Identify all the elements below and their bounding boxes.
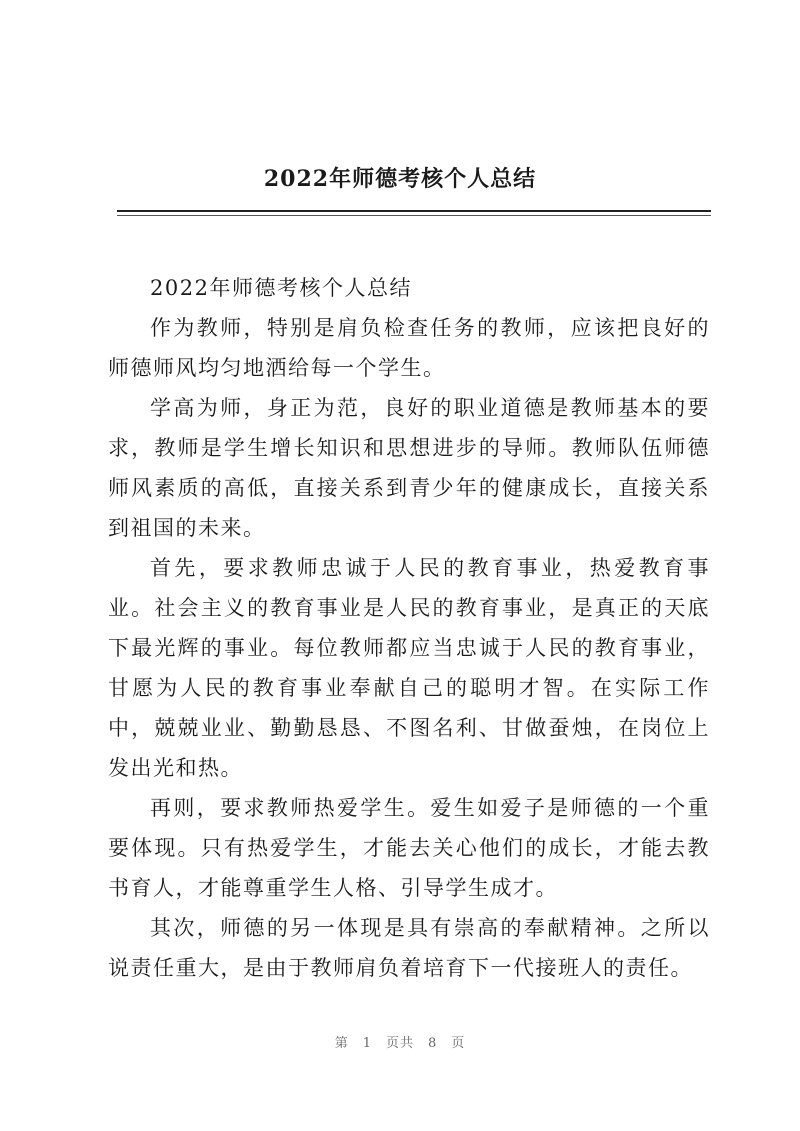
- footer-prefix: 第: [334, 1036, 349, 1051]
- paragraph: 学高为师，身正为范，良好的职业道德是教师基本的要求，教师是学生增长知识和思想进步的导师。教师队伍师德师风素质的高低，直接关系到青少年的健康成长，直接关系到祖国的未来。: [108, 396, 710, 540]
- document-body: [108, 268, 710, 988]
- paragraph-heading: 2022年师德考核个人总结: [150, 276, 412, 300]
- footer-middle: 页共: [385, 1036, 414, 1051]
- paragraph: 首先，要求教师忠诚于人民的教育事业，热爱教育事业。社会主义的教育事业是人民的教育事业，是真正的天底下最光辉的事业。每位教师都应当忠诚于人民的教育事业，甘愿为人民的教育事业奉献自己的聪明才智。在实际工作中，兢兢业业、勤勤恳恳、不图名利、甘做蚕烛，在岗位上发出光和热。: [108, 556, 710, 780]
- page-footer: [0, 1032, 800, 1051]
- title-divider: [117, 210, 711, 212]
- current-page-number: 1: [362, 1036, 372, 1051]
- document-title: 2022年师德考核个人总结: [263, 166, 537, 192]
- paragraph: 作为教师，特别是肩负检查任务的教师，应该把良好的师德师风均匀地洒给每一个学生。: [108, 316, 710, 380]
- footer-suffix: 页: [451, 1036, 466, 1051]
- paragraph: 再则，要求教师热爱学生。爱生如爱子是师德的一个重要体现。只有热爱学生，才能去关心他们的成长，才能去教书育人，才能尊重学生人格、引导学生成才。: [108, 796, 710, 900]
- paragraph: 其次，师德的另一体现是具有崇高的奉献精神。之所以说责任重大，是由于教师肩负着培育下一代接班人的责任。: [108, 916, 710, 980]
- total-pages-number: 8: [428, 1036, 438, 1051]
- title-divider-thin: [117, 215, 711, 216]
